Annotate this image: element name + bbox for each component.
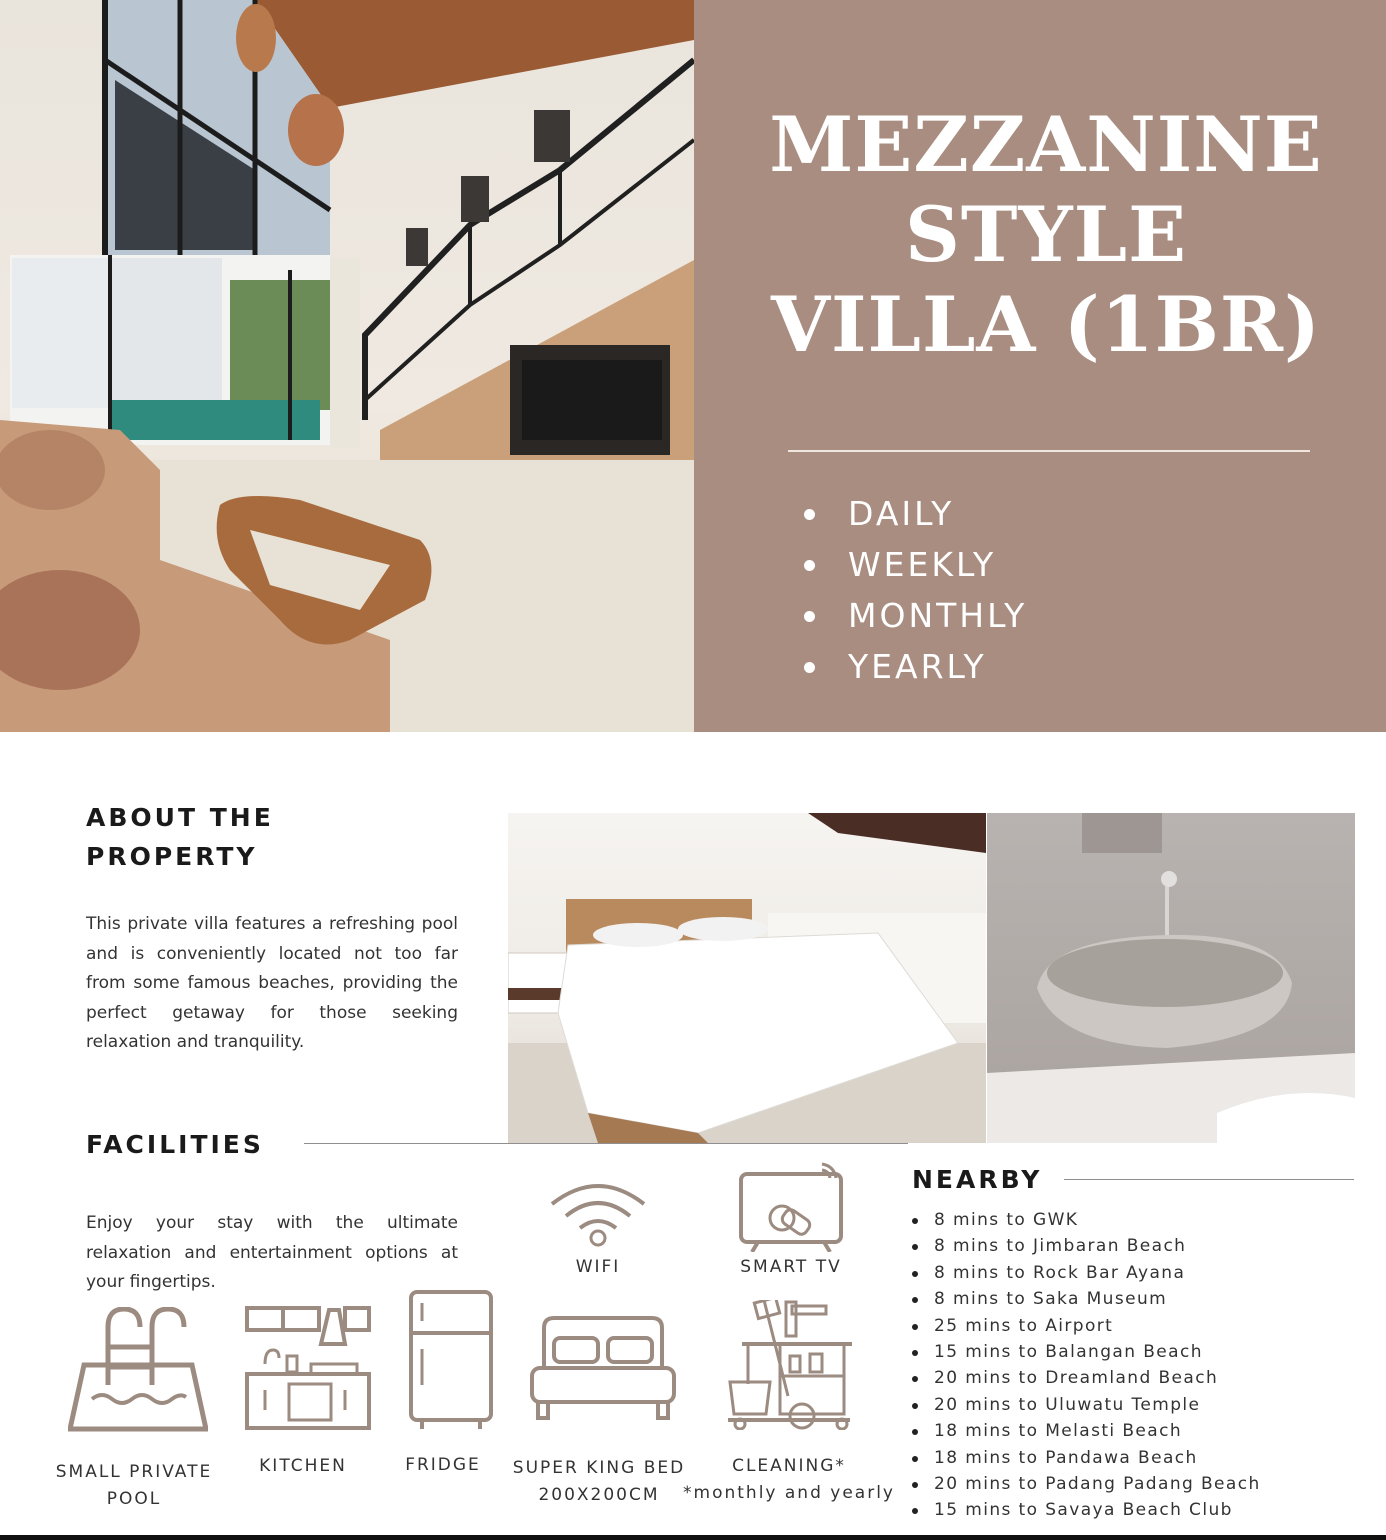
about-heading-line: ABOUT THE: [86, 803, 274, 832]
bed-label: [502, 1455, 696, 1509]
nearby-item: 20 mins to Padang Padang Beach: [912, 1471, 1261, 1497]
nearby-list: [912, 1207, 1261, 1524]
fridge-label: FRIDGE: [405, 1455, 481, 1475]
nearby-item: 8 mins to Rock Bar Ayana: [912, 1260, 1261, 1286]
living-room-illustration: [0, 0, 694, 732]
nearby-heading: NEARBY: [912, 1165, 1043, 1194]
bathroom-illustration: [987, 813, 1355, 1143]
nearby-item: 8 mins to Saka Museum: [912, 1286, 1261, 1312]
nearby-item: 8 mins to GWK: [912, 1207, 1261, 1233]
title-divider: [788, 450, 1310, 452]
bed-label-line: SUPER KING BED: [512, 1458, 686, 1478]
fridge-icon: [408, 1289, 494, 1431]
nearby-item: 18 mins to Pandawa Beach: [912, 1445, 1261, 1471]
cleaning-cart-icon: [726, 1300, 856, 1430]
cleaning-label-line: CLEANING*: [732, 1456, 846, 1476]
wifi-label: WIFI: [575, 1257, 621, 1277]
about-heading-line: PROPERTY: [86, 842, 258, 871]
rental-terms-list: [802, 488, 1027, 692]
bed-label-line: 200X200CM: [538, 1485, 660, 1505]
facilities-heading: FACILITIES: [86, 1130, 264, 1159]
cleaning-label: [676, 1453, 902, 1507]
rental-term: WEEKLY: [802, 539, 1027, 590]
nearby-item: 8 mins to Jimbaran Beach: [912, 1233, 1261, 1259]
facilities-divider: [304, 1143, 908, 1144]
bedroom-photo: [508, 813, 986, 1143]
nearby-item: 15 mins to Balangan Beach: [912, 1339, 1261, 1365]
wifi-icon: [548, 1176, 648, 1248]
nearby-item: 18 mins to Melasti Beach: [912, 1418, 1261, 1444]
living-room-photo: [0, 0, 694, 732]
bedroom-illustration: [508, 813, 986, 1143]
rental-term: YEARLY: [802, 641, 1027, 692]
bottom-border: [0, 1535, 1386, 1540]
title-line: STYLE: [904, 190, 1188, 279]
rental-term: MONTHLY: [802, 590, 1027, 641]
about-heading: [86, 798, 346, 876]
pool-label-line: SMALL PRIVATE: [55, 1462, 213, 1482]
rental-term: DAILY: [802, 488, 1027, 539]
title-line: MEZZANINE: [769, 100, 1323, 189]
nearby-item: 15 mins to Savaya Beach Club: [912, 1497, 1261, 1523]
smart-tv-label: SMART TV: [740, 1257, 842, 1277]
bathroom-photo: [987, 813, 1355, 1143]
nearby-item: 20 mins to Uluwatu Temple: [912, 1392, 1261, 1418]
pool-icon: [68, 1307, 208, 1435]
cleaning-note: *monthly and yearly: [683, 1483, 895, 1503]
villa-title: [734, 100, 1358, 370]
nearby-divider: [1064, 1179, 1354, 1180]
pool-label: [44, 1459, 224, 1513]
facilities-description: Enjoy your stay with the ultimate relaxation and entertainment options at your fingertips.: [86, 1213, 458, 1292]
nearby-item: 20 mins to Dreamland Beach: [912, 1365, 1261, 1391]
bed-icon: [530, 1316, 676, 1422]
pool-label-line: POOL: [106, 1489, 162, 1509]
nearby-item: 25 mins to Airport: [912, 1313, 1261, 1339]
kitchen-label: KITCHEN: [259, 1456, 347, 1476]
about-description: This private villa features a refreshing pool and is conveniently located not too far from some famous beaches, providing the perfect getaway for those seeking relaxation and tranquility.: [86, 914, 458, 1052]
title-panel: [694, 0, 1386, 732]
smart-tv-icon: [738, 1160, 846, 1252]
kitchen-icon: [245, 1306, 371, 1432]
title-line: VILLA (1BR): [770, 280, 1321, 369]
